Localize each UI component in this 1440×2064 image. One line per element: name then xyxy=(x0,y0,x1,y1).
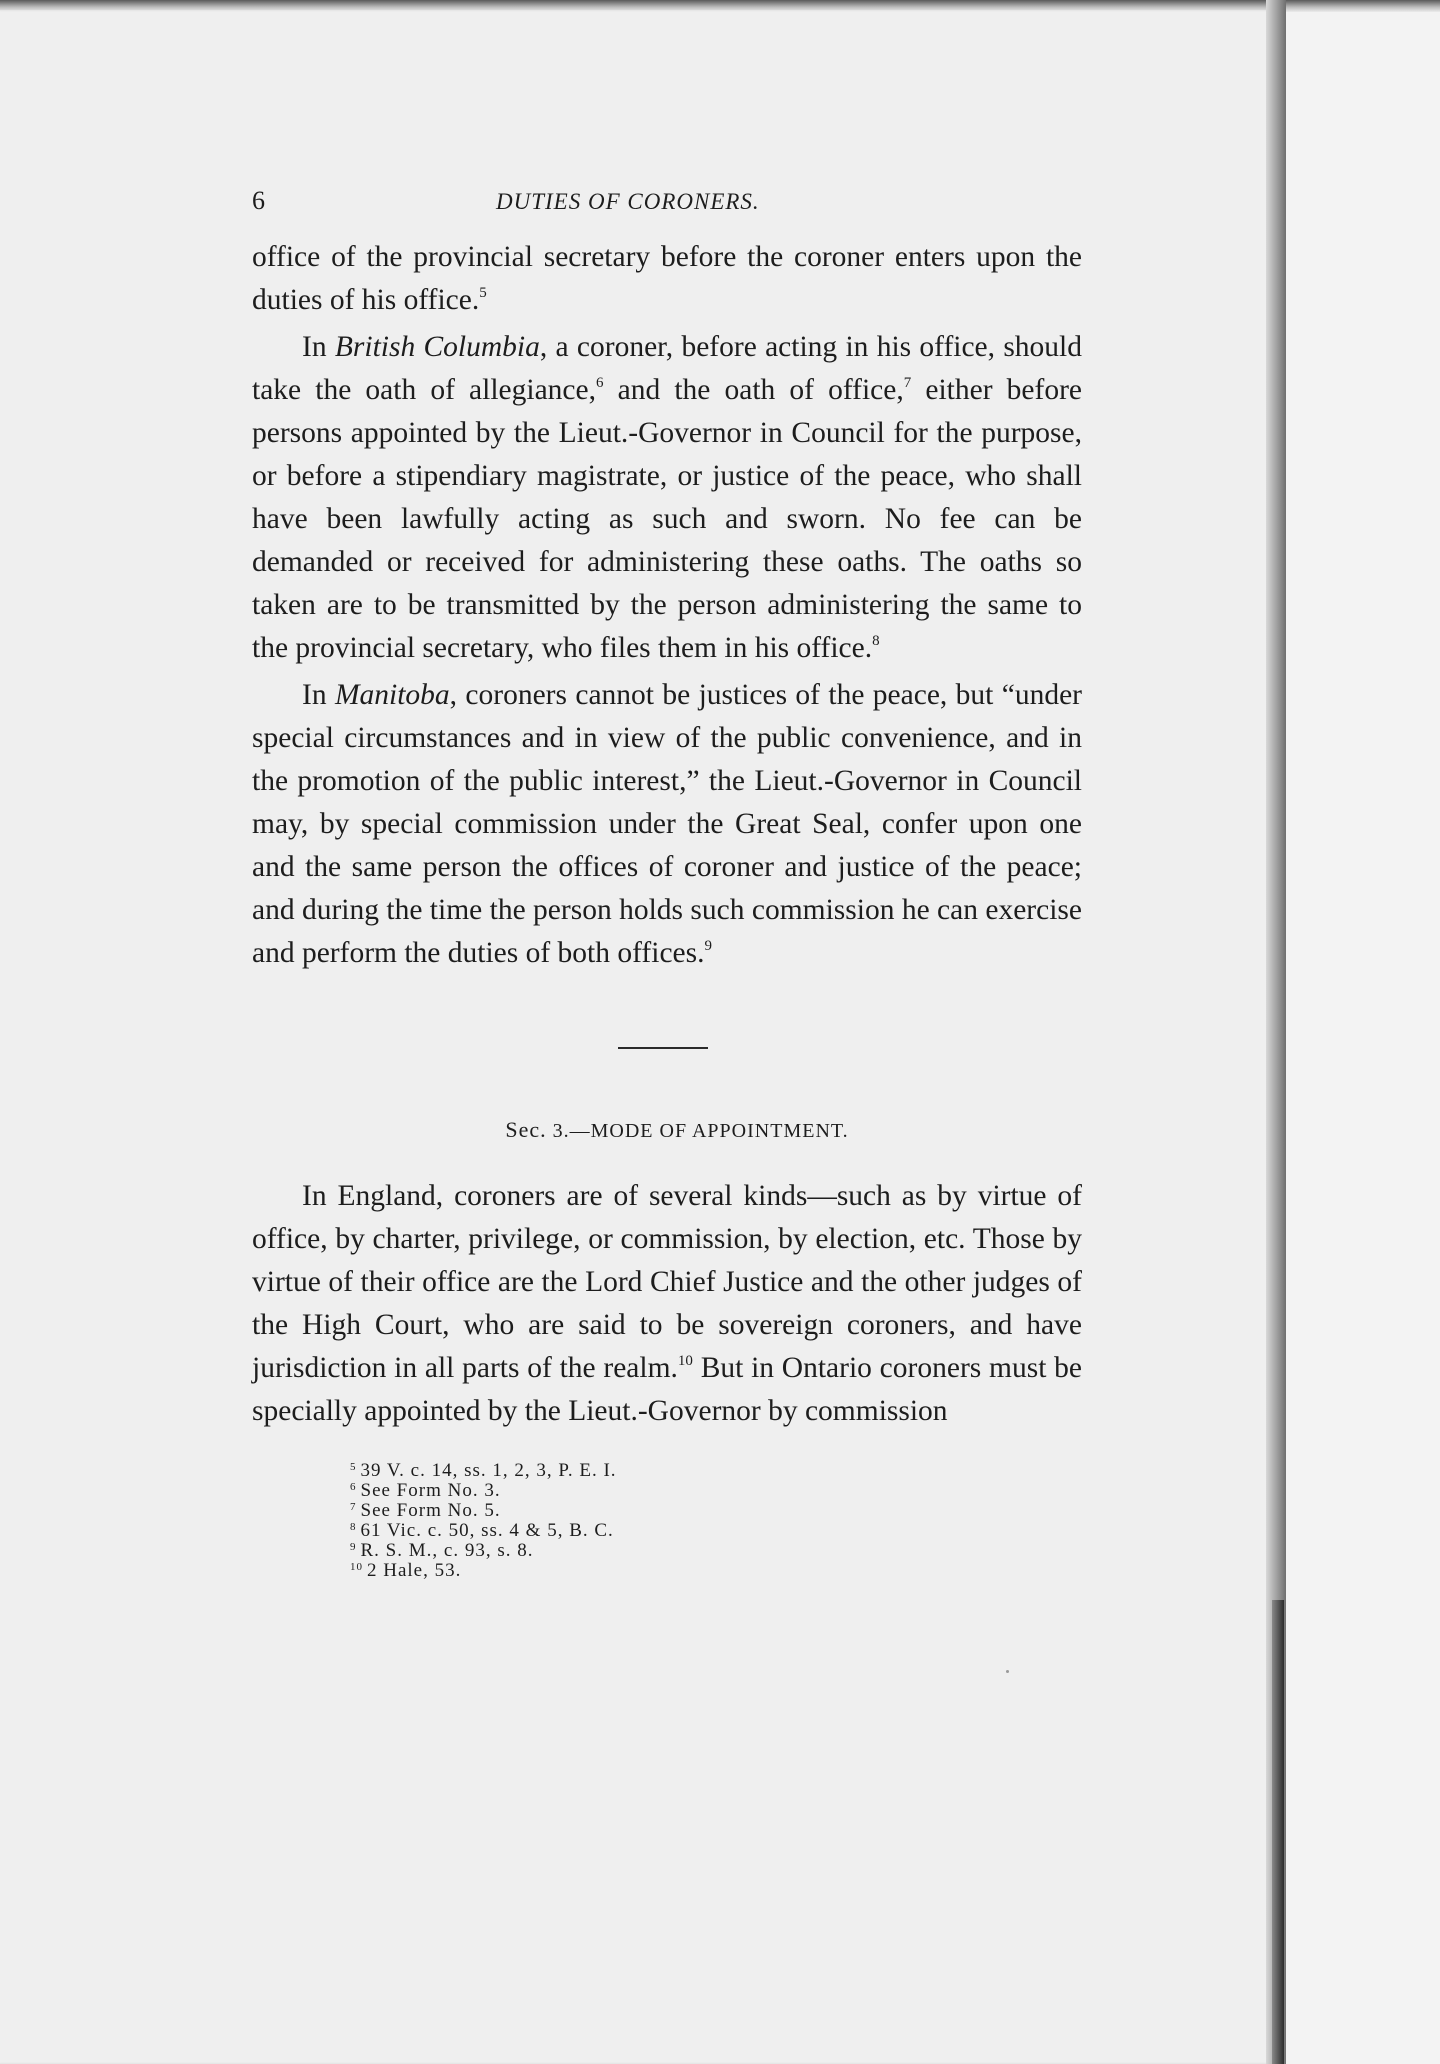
page-number: 6 xyxy=(252,186,266,215)
footnote xyxy=(350,1461,1082,1481)
footnote xyxy=(350,1541,1082,1561)
section-title: 3.—MODE OF APPOINTMENT. xyxy=(552,1120,849,1142)
paragraph-england xyxy=(252,1175,1082,1433)
footnote-number: 9 xyxy=(350,1541,357,1553)
footnote xyxy=(350,1561,1082,1581)
paragraph-text: In xyxy=(302,331,335,363)
paragraph-text: , coroners cannot be justices of the peace, but “under special circumstances and in view of the public convenience, and in the promotion of the public interest,” the Lieut.-Governor in Council may, by special commission under the Great Seal, confer upon one and the same person the offices of coroner and justice of the peace; and during the time the person holds such commission he can exercise and perform the duties of both offices. xyxy=(252,679,1082,969)
footnote-text: R. S. M., c. 93, s. 8. xyxy=(360,1540,534,1561)
footnote-text: 39 V. c. 14, ss. 1, 2, 3, P. E. I. xyxy=(360,1460,617,1481)
footnote-number: 6 xyxy=(350,1481,357,1493)
section-divider xyxy=(618,1047,708,1049)
paragraph-text: In England, coroners are of several kinds—such as by virtue of office, by charter, privilege, or commission, by election, etc. Those by virtue of their office are the Lord Chief Justice and the other judges of the High Court, who are said to be sovereign coroners, and have jurisdiction in all parts of the realm. xyxy=(252,1180,1082,1384)
footnote-ref: 7 xyxy=(903,375,912,391)
paragraph-text: But in Ontario coroners must be specially appointed by the Lieut.-Governor by commission xyxy=(252,1352,1083,1427)
footnote-number: 7 xyxy=(350,1501,357,1513)
footnote-ref: 5 xyxy=(479,285,487,301)
facing-page-edge xyxy=(1286,12,1440,2064)
section-label: Sec. xyxy=(505,1117,547,1142)
page-content xyxy=(252,186,1082,1581)
footnote-number: 5 xyxy=(350,1461,357,1473)
footnote xyxy=(350,1501,1082,1521)
paragraph-text: office of the provincial secretary before the coroner enters upon the duties of his office. xyxy=(252,241,1082,316)
paragraph-british-columbia xyxy=(252,326,1082,670)
paragraph-continued xyxy=(252,236,1082,322)
paragraph-text: and the oath of office, xyxy=(603,374,904,406)
scan-speck xyxy=(1006,1670,1009,1673)
footnote-ref: 6 xyxy=(595,375,604,391)
footnote-text: 2 Hale, 53. xyxy=(367,1560,462,1581)
place-name: Manitoba xyxy=(334,679,450,711)
running-head xyxy=(252,186,1082,226)
footnotes xyxy=(252,1461,1082,1581)
footnote-ref: 9 xyxy=(704,938,712,954)
footnote xyxy=(350,1481,1082,1501)
footnote-ref: 10 xyxy=(677,1353,693,1369)
book-gutter-shadow xyxy=(1272,1600,1284,2064)
paragraph-text: In xyxy=(302,679,335,711)
footnote-number: 8 xyxy=(350,1521,357,1533)
paragraph-text: either before persons appointed by the Lieut.-Governor in Council for the purpose, or before a stipendiary magistrate, or justice of the peace, who shall have been lawfully acting as such and sworn. No fee can be demanded or received for administering these oaths. The oaths so taken are to be transmitted by the person administering the same to the provincial secretary, who files them in his office. xyxy=(252,374,1082,664)
footnote-text: See Form No. 3. xyxy=(360,1480,501,1501)
paragraph-manitoba xyxy=(252,674,1082,975)
section-heading xyxy=(252,1117,1082,1143)
footnote-text: See Form No. 5. xyxy=(360,1500,501,1521)
paragraph-text: , a coroner, before acting in his office, should take the oath of allegiance, xyxy=(252,331,1082,406)
place-name: British Columbia xyxy=(334,331,540,363)
footnote xyxy=(350,1521,1082,1541)
running-head-title: DUTIES OF CORONERS. xyxy=(496,189,760,214)
footnote-number: 10 xyxy=(350,1561,363,1573)
footnote-text: 61 Vic. c. 50, ss. 4 & 5, B. C. xyxy=(360,1520,614,1541)
footnote-ref: 8 xyxy=(872,633,880,649)
